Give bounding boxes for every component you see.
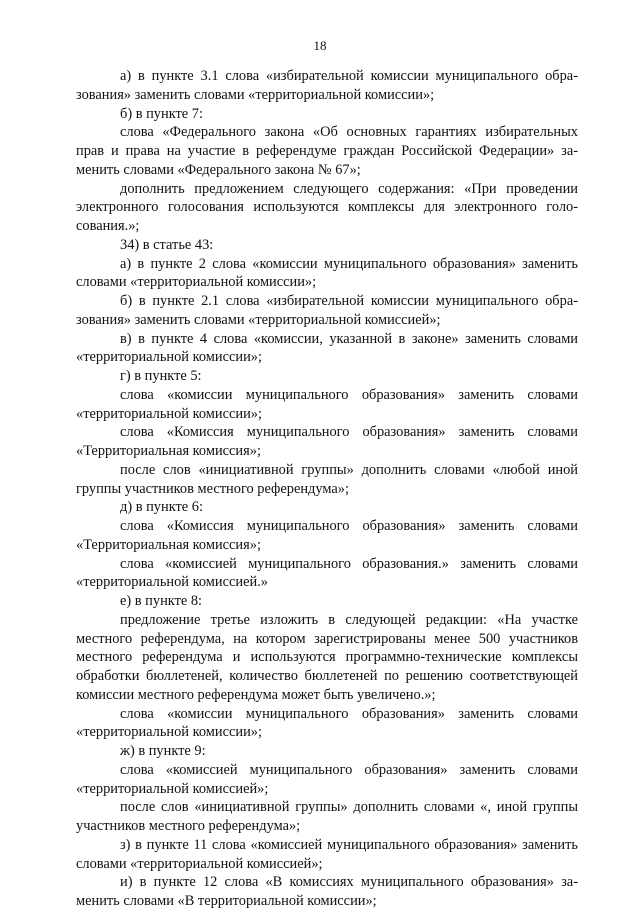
paragraph: а) в пункте 2 слова «комиссии муниципального образования» заменить словами «территориальной комиссии»;: [76, 255, 578, 291]
paragraph: слова «комиссии муниципального образования» заменить словами «территориальной комиссии»;: [76, 386, 578, 422]
document-body: [76, 67, 578, 911]
paragraph: слова «комиссии муниципального образования» заменить словами «территориальной комиссии»;: [76, 705, 578, 741]
page-number: 18: [313, 38, 327, 53]
paragraph: ж) в пункте 9:: [120, 743, 206, 759]
paragraph: слова «Комиссия муниципального образования» заменить словами «Территориальная комиссия»;: [76, 424, 578, 459]
paragraph: слова «комиссией муниципального образования.» заменить словами «территориальной комиссией.»: [76, 555, 578, 591]
paragraph: предложение третье изложить в следующей редакции: «На участке местного референдума, на котором зарегистрированы менее 500 участников местного референдума и используются программно-технические комплексы обработки бюллетеней, количество бюллетеней по решению соответствующей комиссии местного референдума может быть увеличено.»;: [76, 611, 578, 703]
paragraph: дополнить предложением следующего содержания: «При проведении электронного голосования используются комплексы для электронного голосования.»;: [76, 180, 578, 234]
paragraph: слова «комиссией муниципального образования» заменить словами «территориальной комиссией»;: [76, 761, 578, 797]
paragraph: и) в пункте 12 слова «В комиссиях муниципального образования» заменить словами «В территориальной комиссии»;: [76, 874, 578, 909]
paragraph: 34) в статье 43:: [120, 236, 214, 253]
paragraph: слова «Комиссия муниципального образования» заменить словами «Территориальная комиссия»;: [76, 518, 578, 553]
paragraph: после слов «инициативной группы» дополнить словами «любой иной группы участников местного референдума»;: [76, 461, 578, 497]
paragraph: слова «Федерального закона «Об основных гарантиях избирательных прав и права на участие в референдуме граждан Российской Федерации» заменить словами «Федерального закона № 67»;: [76, 124, 578, 178]
paragraph: г) в пункте 5:: [120, 368, 202, 384]
paragraph: после слов «инициативной группы» дополнить словами «, иной группы участников местного референдума»;: [76, 799, 578, 834]
paragraph: а) в пункте 3.1 слова «избирательной комиссии муниципального образования» заменить словами «территориальной комиссии»;: [76, 68, 578, 103]
paragraph: б) в пункте 2.1 слова «избирательной комиссии муниципального образования» заменить словами «территориальной комиссией»;: [76, 293, 578, 328]
paragraph: з) в пункте 11 слова «комиссией муниципального образования» заменить словами «территориальной комиссией»;: [76, 836, 578, 872]
paragraph: е) в пункте 8:: [120, 593, 203, 609]
paragraph: в) в пункте 4 слова «комиссии, указанной в законе» заменить словами «территориальной комиссии»;: [76, 330, 578, 366]
paragraph: д) в пункте 6:: [120, 499, 203, 516]
paragraph: б) в пункте 7:: [120, 105, 203, 122]
